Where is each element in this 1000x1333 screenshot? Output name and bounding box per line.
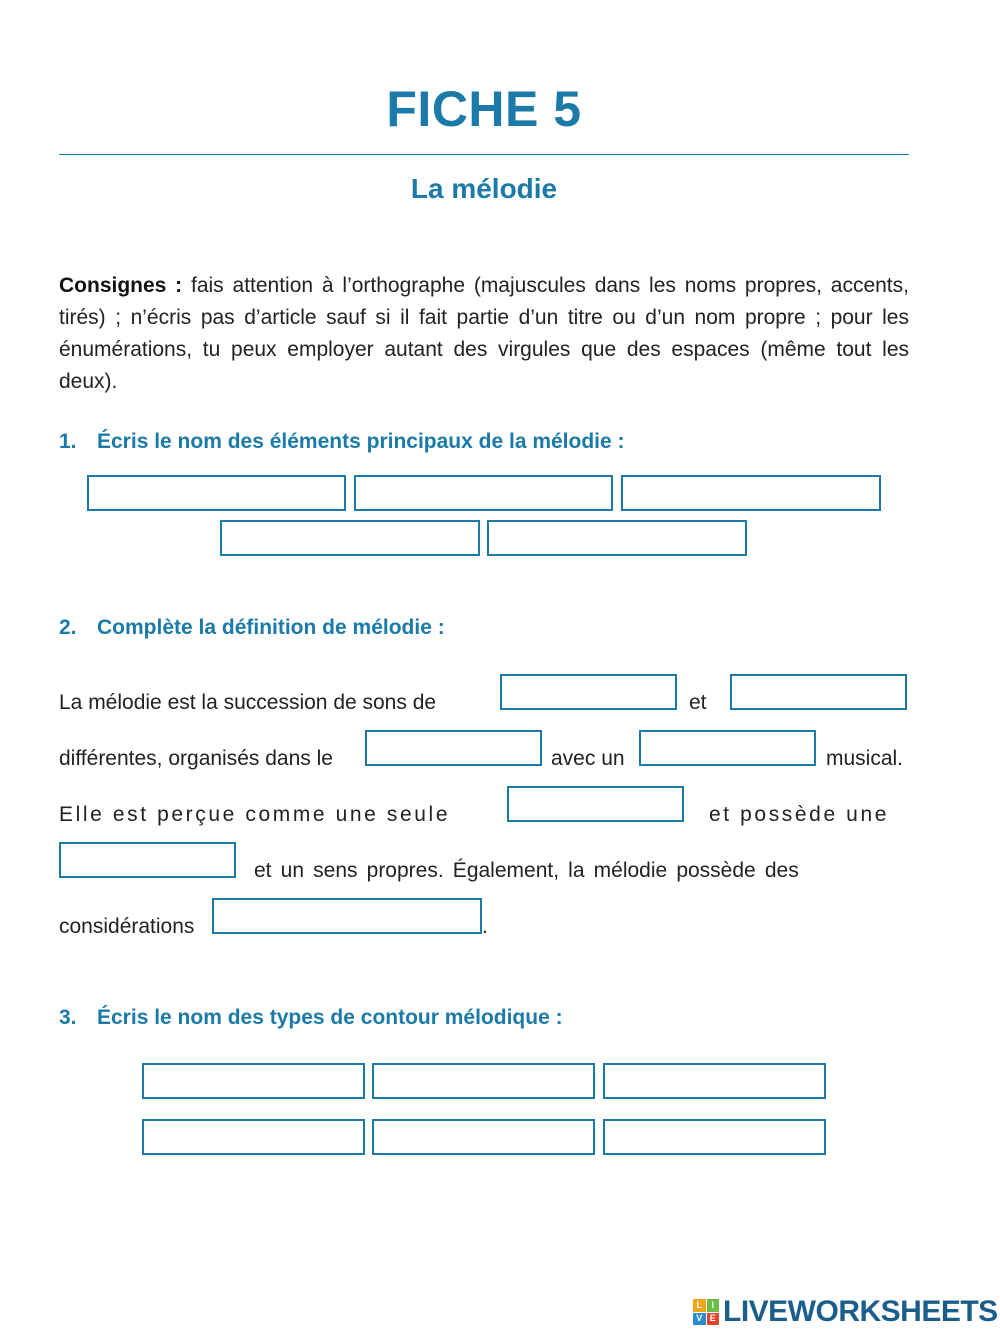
- instructions-text: fais attention à l’orthographe (majuscules dans les noms propres, accents, tirés) ; n’écris pas d’article sauf si il fait partie d’un titre ou d’un nom propre ; pour les énumérations, tu peux employer autant des virgules que des espaces (même tout les deux).: [59, 274, 909, 393]
- answer-box-q1-3[interactable]: [621, 475, 881, 511]
- answer-box-q2-5[interactable]: [507, 786, 684, 822]
- question-1-number: 1.: [59, 430, 77, 453]
- definition-text-1b: et: [689, 691, 707, 714]
- answer-box-q2-2[interactable]: [730, 674, 907, 710]
- answer-box-q1-1[interactable]: [87, 475, 346, 511]
- liveworksheets-logo-text: LIVEWORKSHEETS: [723, 1295, 998, 1328]
- answer-box-q3-2[interactable]: [372, 1063, 595, 1099]
- definition-text-5a: considérations: [59, 915, 195, 938]
- definition-text-1a: La mélodie est la succession de sons de: [59, 691, 437, 714]
- logo-mark-v: V: [693, 1313, 706, 1326]
- definition-text-5b: .: [482, 915, 488, 938]
- logo-mark-l: L: [693, 1299, 706, 1312]
- answer-box-q3-5[interactable]: [372, 1119, 595, 1155]
- question-3-text: Écris le nom des types de contour mélodique :: [97, 1006, 563, 1029]
- instructions-paragraph: [59, 270, 909, 398]
- question-1-text: Écris le nom des éléments principaux de la mélodie :: [97, 430, 625, 453]
- question-2-number: 2.: [59, 616, 77, 639]
- answer-box-q3-3[interactable]: [603, 1063, 826, 1099]
- answer-box-q3-1[interactable]: [142, 1063, 365, 1099]
- answer-box-q1-4[interactable]: [220, 520, 480, 556]
- question-3-number: 3.: [59, 1006, 77, 1029]
- definition-text-2a: différentes, organisés dans le: [59, 747, 333, 770]
- answer-box-q1-2[interactable]: [354, 475, 613, 511]
- answer-box-q2-1[interactable]: [500, 674, 677, 710]
- answer-box-q2-7[interactable]: [212, 898, 482, 934]
- instructions-label: Consignes :: [59, 274, 183, 297]
- answer-box-q2-6[interactable]: [59, 842, 236, 878]
- answer-box-q2-4[interactable]: [639, 730, 816, 766]
- title-divider: [59, 154, 909, 155]
- definition-text-3a: Elle est perçue comme une seule: [59, 803, 451, 826]
- logo-mark-i: I: [707, 1299, 720, 1312]
- answer-box-q2-3[interactable]: [365, 730, 542, 766]
- definition-text-2c: musical.: [826, 747, 904, 770]
- page-title: FICHE 5: [386, 81, 582, 137]
- liveworksheets-logo[interactable]: [693, 1296, 998, 1328]
- definition-text-2b: avec un: [551, 747, 625, 770]
- question-2-text: Complète la définition de mélodie :: [97, 616, 445, 639]
- question-2: [59, 616, 445, 640]
- question-1: [59, 430, 625, 454]
- logo-mark-e: E: [707, 1313, 720, 1326]
- answer-box-q1-5[interactable]: [487, 520, 747, 556]
- liveworksheets-logo-icon: [693, 1299, 719, 1325]
- answer-box-q3-6[interactable]: [603, 1119, 826, 1155]
- answer-box-q3-4[interactable]: [142, 1119, 365, 1155]
- definition-text-3b: et possède une: [709, 803, 890, 826]
- definition-text-4a: et un sens propres. Également, la mélodie possède des: [254, 859, 799, 882]
- page-subtitle: La mélodie: [410, 173, 558, 204]
- question-3: [59, 1006, 563, 1030]
